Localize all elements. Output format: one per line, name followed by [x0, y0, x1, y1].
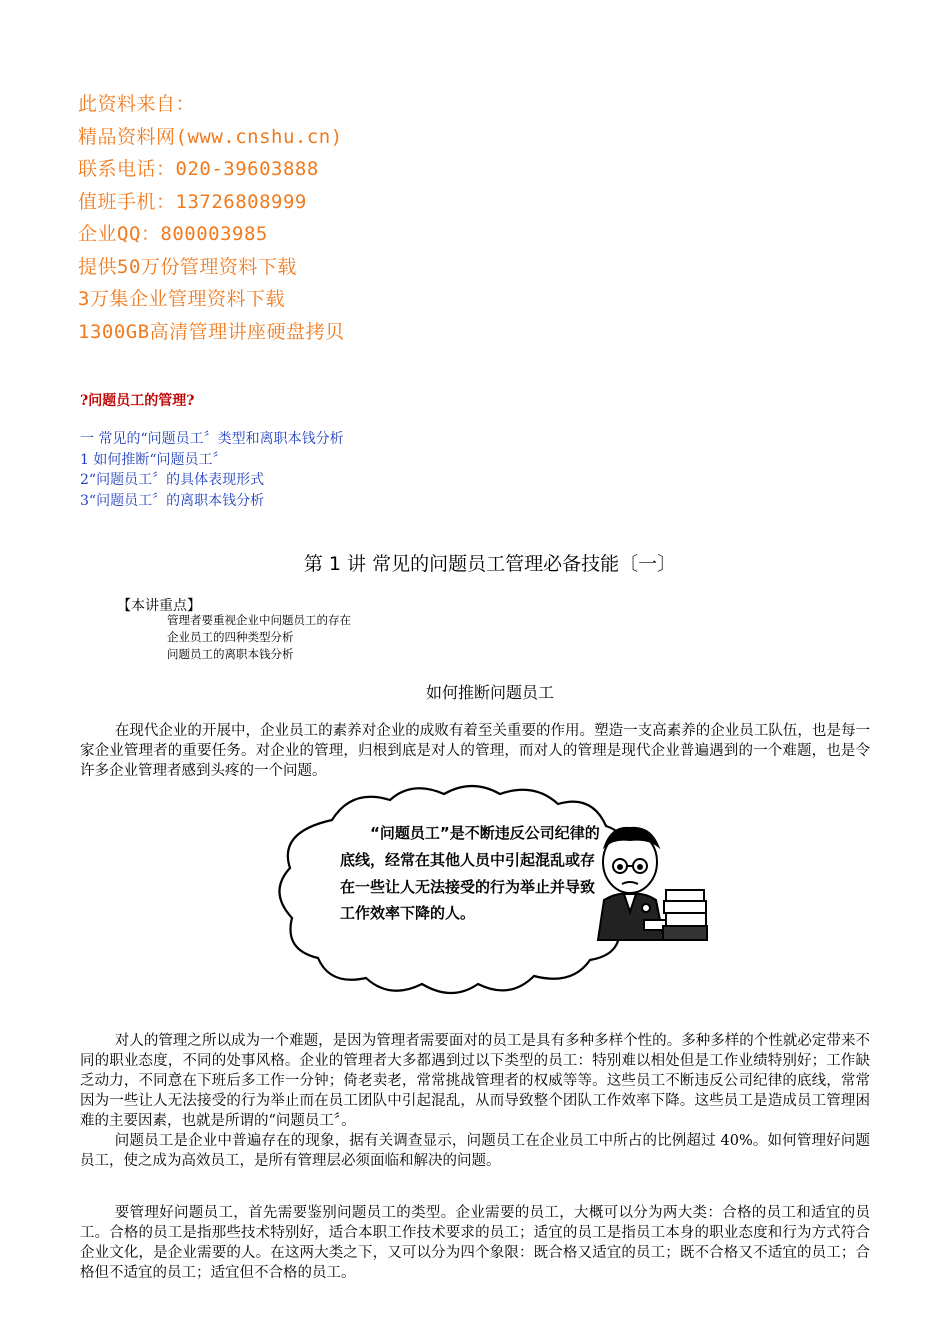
- lecture-title: 第 1 讲 常见的问题员工管理必备技能〔一〕: [303, 553, 677, 575]
- advert-line: 此资料来自：: [78, 93, 196, 115]
- paragraph-survey: 问题员工是企业中普遍存在的现象，据有关调查显示，问题员工在企业员工中所占的比例超过 40%。如何管理好问题员工，使之成为高效员工，是所有管理层必须面临和解决的问题。: [80, 1133, 870, 1169]
- advert-line: 提供50万份管理资料下载: [78, 255, 297, 278]
- key-point-item: 企业员工的四种类型分析: [167, 630, 294, 644]
- key-point-item: 问题员工的离职本钱分析: [167, 647, 294, 661]
- table-of-contents: [80, 429, 344, 511]
- key-point-item: 管理者要重视企业中问题员工的存在: [167, 613, 351, 627]
- toc-item: 1 如何推断“问题员工〞: [80, 451, 227, 468]
- advert-line: 精品资料网(www.cnshu.cn): [78, 125, 343, 148]
- toc-item: 一 常见的“问题员工〞类型和离职本钱分析: [80, 431, 344, 447]
- advert-line: 值班手机：13726808999: [78, 190, 307, 213]
- book-stack-icon: [663, 890, 707, 940]
- advert-line: 企业QQ：800003985: [78, 223, 268, 245]
- advert-line: 联系电话：020-39603888: [78, 158, 319, 180]
- paragraph-intro: 在现代企业的开展中，企业员工的素养对企业的成败有着至关重要的作用。塑造一支高素养的企业员工队伍，也是每一家企业管理者的重要任务。对企业的管理，归根到底是对人的管理，而对人的管理是现代企业普遍遇到的一个难题，也是令许多企业管理者感到头疼的一个问题。: [80, 723, 870, 779]
- paragraph-types: 对人的管理之所以成为一个难题，是因为管理者需要面对的员工是具有多种多样个性的。多种多样的个性就必定带来不同的职业态度，不同的处事风格。企业的管理者大多都遇到过以下类型的员工：特别难以相处但是工作业绩特别好；工作缺乏动力，不同意在下班后多工作一分钟；倚老卖老，常常挑战管理者的权威等等。这些员工不断违反公司纪律的底线，常常因为一些让人无法接受的行为举止而在员工团队中引起混乱，从而导致整个团队工作效率下降。这些员工是造成员工管理困难的主要因素，也就是所谓的“问题员工〞。: [80, 1033, 870, 1129]
- advert-line: 1300GB高清管理讲座硬盘拷贝: [78, 320, 345, 343]
- toc-item: 3“问题员工〞的离职本钱分析: [80, 492, 265, 509]
- cloud-callout-text: “问题员工”是不断违反公司纪律的底线，经常在其他人员中引起混乱或存在一些让人无法接受的行为举止并导致工作效率下降的人。: [340, 824, 600, 923]
- advert-line: 3万集企业管理资料下载: [78, 288, 285, 310]
- advert-block: [78, 88, 345, 348]
- section-title: 如何推断问题员工: [425, 683, 554, 702]
- key-points-list: [167, 612, 351, 663]
- key-points-heading: 【本讲重点】: [117, 598, 201, 614]
- paragraph-classification: 要管理好问题员工，首先需要鉴别问题员工的类型。企业需要的员工，大概可以分为两大类：合格的员工和适宜的员工。合格的员工是指那些技术特别好，适合本职工作技术要求的员工；适宜的员工是指员工本身的职业态度和行为方式符合企业文化，是企业需要的人。在这两大类之下，又可以分为四个象限：既合格又适宜的员工；既不合格又不适宜的员工；合格但不适宜的员工；适宜但不合格的员工。: [80, 1205, 870, 1281]
- toc-item: 2“问题员工〞的具体表现形式: [80, 472, 265, 488]
- document-title: ?问题员工的管理?: [80, 393, 195, 409]
